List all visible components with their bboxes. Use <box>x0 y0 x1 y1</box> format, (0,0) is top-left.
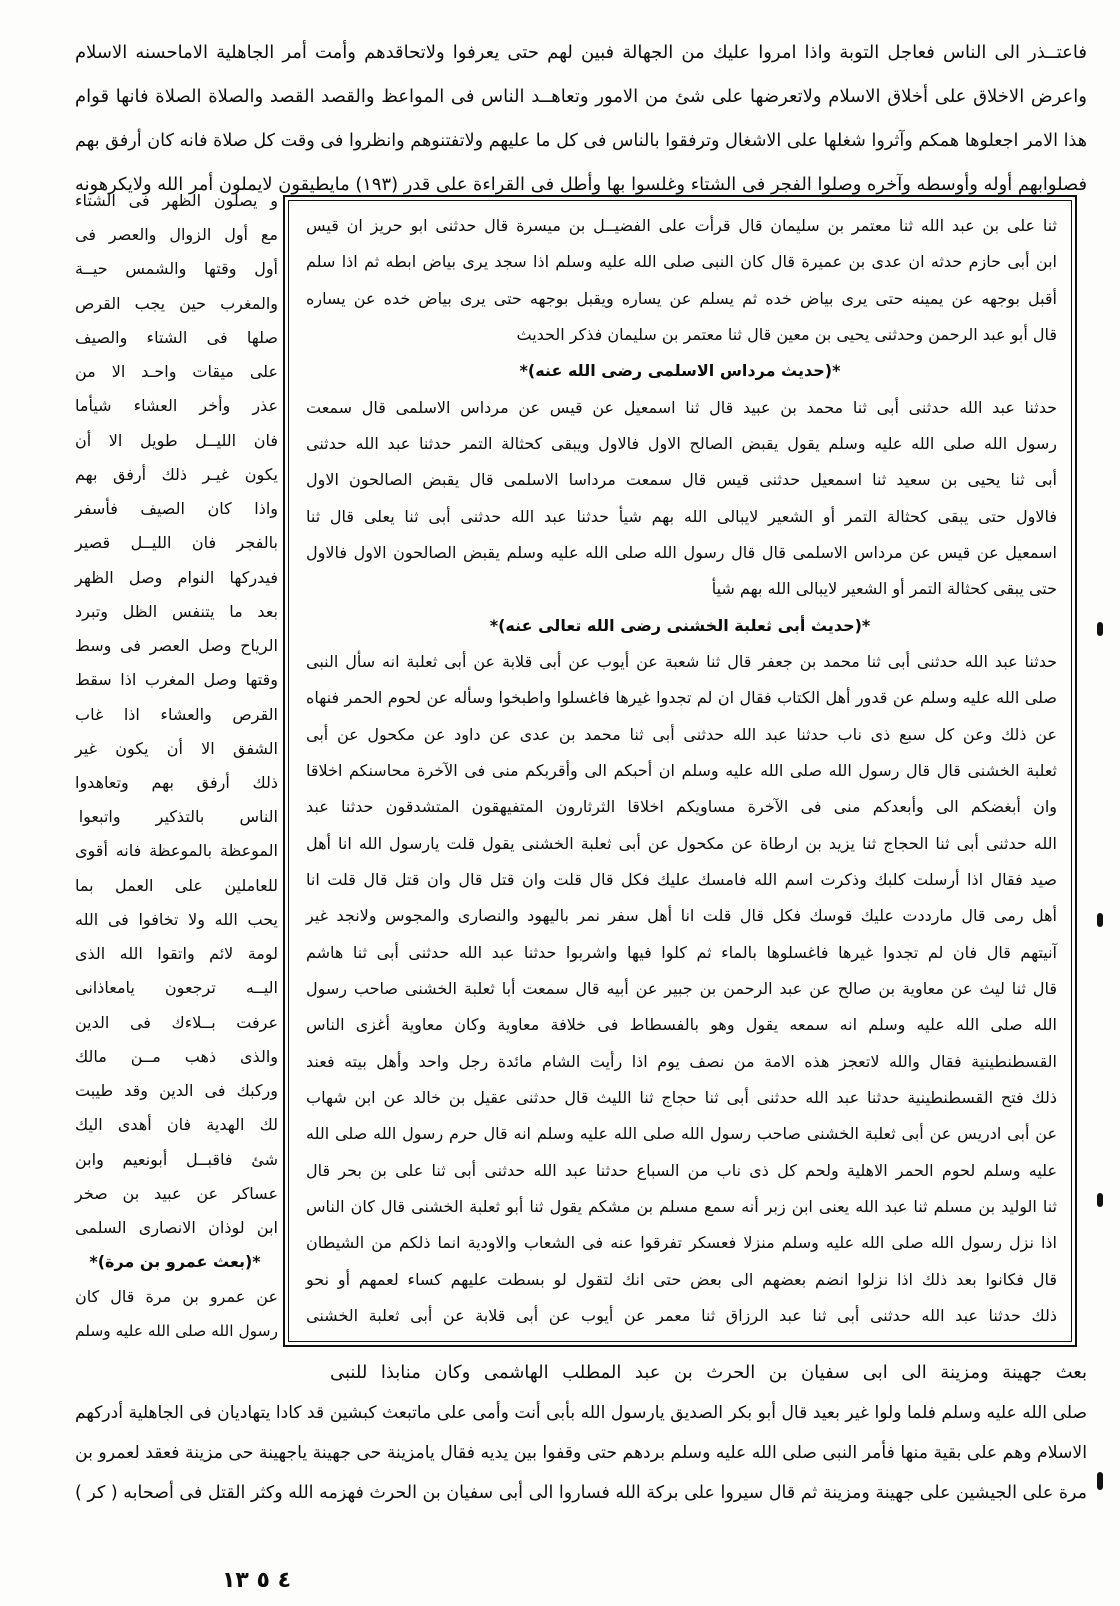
margin-line: واذا كان الصيف فأسفر <box>75 499 278 519</box>
main-line: قال فكانوا بعد ذلك اذا نزلوا انضم بعضهم الى بعض حتى انك لتقول لو بسطت عليهم كساء لعمهم أو نحو <box>306 1269 1057 1289</box>
margin-line: ابن لوذان الانصارى السلمى <box>75 1218 278 1238</box>
main-line: اذا نزل رسول الله صلى الله عليه وسلم منزلا فعسكر تفرقوا عنه فى الشعاب والاودية انما ذلكم من الشيطان <box>306 1233 1057 1253</box>
margin-line: مع أول الزوال والعصر فى <box>75 225 278 245</box>
margin-line: أول وقتها والشمس حيــة <box>75 259 278 279</box>
main-line: ثنا على بن عبد الله ثنا معتمر بن سليمان قال قرأت على الفضيــل بن ميسرة قال حدثنى ابو حريز ان قيس <box>306 216 1057 235</box>
main-text-frame <box>288 200 1072 1342</box>
main-line: عن أبى ادريس عن أبى ثعلبة الخشنى صاحب رسول الله صلى الله عليه وسلم انه قال حرم رسول الله صلى الله <box>306 1124 1057 1144</box>
margin-line: عرفت بــلاءك فى الدين <box>75 1012 278 1032</box>
main-line: قال أبو عبد الرحمن وحدثنى يحيى بن معين قال ثنا معتمر بن سليمان فذكر الحديث <box>516 324 1057 344</box>
main-line: أقبل بوجهه عن يمينه حتى يرى بياض خده ثم يسلم عن يساره ويقبل بوجهه حتى يرى بياض خده عن يساره <box>306 288 1057 308</box>
scan-mark <box>1097 1472 1103 1490</box>
bottom-line-4: مرة على الجيشين على جهينة ومزينة ثم قال سيروا على بركة الله فساروا الى أبى سفيان بن الحرث فهزمه الله وكثر القتل فى أصحابه ( كر ) <box>75 1483 1087 1503</box>
main-line: حتى يبقى كحثالة التمر أو الشعير لايبالى الله بهم شيأ <box>711 579 1057 599</box>
margin-line: عساكر عن عبيد بن صخر <box>75 1183 278 1203</box>
margin-line: بعد ما يتنفس الظل وتبرد <box>75 601 278 621</box>
scan-mark <box>1097 622 1103 636</box>
margin-line: يحب الله ولا تخافوا فى الله <box>75 909 278 929</box>
margin-line: عن عمرو بن مرة قال كان <box>75 1286 278 1306</box>
main-line: ثنا الوليد بن مسلم ثنا عبد الله يعنى ابن زبر أنه سمع مسلم بن مشكم يقول ثنا أبو ثعلبة الخشنى قال كان الناس <box>306 1196 1057 1216</box>
main-line: رسول الله صلى الله عليه وسلم يقول يقبض الصالح الاول فالاول ويبقى كحثالة التمر حدثنا عبد الله حدثنى <box>306 433 1057 453</box>
top-line-4: فصلوابهم أوله وأوسطه وآخره وصلوا الفجر فى الشتاء وغلسوا بها وأطل فى القراءة على قدر (١٩٣) مايطيقون لايملون أمر الله ولايكرهونه <box>75 174 1087 195</box>
margin-line: شئ فاقبــل أبونعيم وابن <box>75 1149 278 1169</box>
margin-line: الموعظة بالموعظة فانه أقوى <box>75 841 278 861</box>
margin-line: للعاملين على العمل بما <box>75 875 278 895</box>
main-line: عليه وسلم لحوم الحمر الاهلية ولحم كل ذى ناب من السباع حدثنا عبد الله حدثنى أبى ثنا على بن بحر قال <box>306 1160 1057 1180</box>
main-text-box <box>283 195 1077 1347</box>
top-line-2: واعرض الاخلاق على أخلاق الاسلام ولاتعرضها على شئ من الامور وتعاهــد الناس فى المواعظ والقصد القصد والصلاة الصلاة فانها قوام <box>75 86 1087 107</box>
top-text-block <box>72 38 1087 200</box>
scan-mark <box>1097 1193 1103 1207</box>
main-line: ابن أبى حازم حدثه ان عدى بن عميرة قال كان النبى صلى الله عليه وسلم اذا سجد يرى بياض ابطه ثم اذا سلم <box>306 252 1057 272</box>
main-line: فالاول حتى يبقى كحثالة التمر أو الشعير لايبالى الله بهم شيأ حدثنا عبد الله حدثنى أبى ثنا يعلى قال ثنا <box>306 506 1057 526</box>
margin-line: وركبك فى الدين وقد طيبت <box>75 1081 278 1101</box>
margin-line: و يصلون الظهر فى الشتاء <box>75 191 278 210</box>
margin-line: والمغرب حين يجب القرص <box>75 293 278 313</box>
main-line: آنيتهم قال فان لم تجدوا غيرها فاغسلوها بالماء ثم كلوا فيها واشربوا حدثنا عبد الله حدثنى أبى ثنا هاشم <box>306 942 1057 962</box>
main-line: ثعلبة الخشنى قال قال رسول الله صلى الله عليه وسلم ان أحبكم الى وأقربكم منى فى الآخرة محاسنكم اخلاقا <box>306 760 1057 780</box>
margin-line: الرياح وصل العصر فى وسط <box>75 636 278 656</box>
page-number: ٤ ٥ ١٣ <box>222 1568 292 1593</box>
main-line: صيد فقال اذا أرسلت كلبك وذكرت اسم الله فامسك عليك فكل قال قلت وان قتل قال وان قتل قال قلت انا <box>306 869 1057 889</box>
margin-line: وقتها وصل المغرب اذا سقط <box>75 670 278 690</box>
margin-line: لك الهدية فان أهدى اليك <box>75 1115 278 1135</box>
bottom-line-1: بعث جهينة ومزينة الى ابى سفيان بن الحرث بن عبد المطلب الهاشمى وكان منابذا للنبى <box>330 1362 1087 1383</box>
main-line: أبى ثنا يحيى بن سعيد ثنا اسمعيل حدثنى قيس قال سمعت مرداسا الاسلمى قال يقبض الصالحون الاول <box>306 470 1057 490</box>
scan-mark <box>1097 913 1103 927</box>
main-line: قال ثنا ليث عن معاوية بن صالح عن عبد الرحمن بن جبير عن أبيه قال سمعت أبا ثعلبة الخشنى صاحب رسول <box>306 978 1057 998</box>
main-line: حدثنا عبد الله حدثنى أبى ثنا محمد بن جعفر قال ثنا شعبة عن أيوب عن أبى قلابة عن أبى ثعلبة انه سأل النبى <box>306 651 1057 671</box>
main-line: ذلك فتح القسطنطينية حدثنا عبد الله حدثنى أبى ثنا حجاج ثنا الليث قال حدثنى عقيل بن خالد عن ابن شهاب <box>306 1087 1057 1107</box>
bottom-line-3: الاسلام وهم على بقية منها فأمر النبى صلى الله عليه وسلم بردهم حتى وقفوا بين يديه فقال يامزينة حى جهينة ياجهينة حى مزينة فعقد لعمرو بن <box>75 1443 1087 1463</box>
margin-line: لومة لائم واتقوا الله الذى <box>75 944 278 964</box>
main-line: اسمعيل عن قيس عن مرداس الاسلمى قال قال رسول الله صلى الله عليه وسلم يقبض الصالحون الاول فالاول <box>306 542 1057 562</box>
margin-line: صلها فى الشتاء والصيف <box>75 327 278 347</box>
main-line: حدثنا عبد الله حدثنى أبى ثنا محمد بن عبيد قال ثنا اسمعيل عن قيس عن مرداس الاسلمى قال سمعت <box>306 397 1057 417</box>
margin-line: الشفق الا أن يكون غير <box>75 738 278 758</box>
main-line: أهل رمى قال مارددت عليك قوسك فكل قال قلت انا أهل سفر نمر باليهود والنصارى والمجوس ولانجد غير <box>306 906 1057 926</box>
margin-line: فان الليــل طويل الا أن <box>75 430 278 450</box>
margin-section-heading: *(بعث عمرو بن مرة)* <box>89 1252 261 1272</box>
margin-line: بالفجر فان الليــل قصير <box>75 533 278 553</box>
section-heading-mirdas: *(حديث مرداس الاسلمى رضى الله عنه)* <box>519 361 841 381</box>
margin-line: يكون غيـر ذلك أرفق بهم <box>75 464 278 484</box>
main-line: القسطنطينية فقال والله لاتعجز هذه الامة من نصف يوم اذا رأيت الشام مائدة رجل واحد وأهل بيته فعند <box>306 1051 1057 1071</box>
top-line-1: فاعتــذر الى الناس فعاجل التوبة واذا امروا عليك من الجهالة فبين لهم حتى يعرفوا ولاتحاقدهم وأمت أمر الجاهلية الاماحسنه الاسلام <box>75 42 1087 63</box>
margin-line: فيدركها النوام وصل الظهر <box>75 567 278 587</box>
bottom-text-block <box>72 1358 1087 1508</box>
margin-column <box>72 186 278 1346</box>
main-line: عن ذلك وعن كل سبع ذى ناب حدثنا عبد الله حدثنى أبى ثنا محمد بن عدى عن داود عن مكحول عن أبى <box>306 724 1057 744</box>
margin-line: القرص والعشاء اذا غاب <box>75 704 278 724</box>
main-line: الله صلى الله عليه وسلم انه سمعه يقول وهو بالفسطاط فى خلافة معاوية وكان معاوية أغزى الناس <box>306 1015 1057 1035</box>
margin-line: رسول الله صلى الله عليه وسلم <box>75 1321 278 1340</box>
bottom-line-2: صلى الله عليه وسلم فلما ولوا غير بعيد قال أبو بكر الصديق يارسول الله بأبى أنت وأمى على ماتبعث كبشين قد كادا يتهاديان فى الجاهلية أدركهم <box>75 1403 1087 1423</box>
top-line-3: هذا الامر اجعلوها همكم وآثروا شغلها على الاشغال وترفقوا بالناس فى كل ما عليهم ولاتفتنوهم وانظروا فى وقت كل صلاة فانه كان أرفق بهم <box>75 131 1087 151</box>
main-line: صلى الله عليه وسلم عن قدور أهل الكتاب فقال ان لم تجدوا غيرها فاغسلوا واطبخوا وسأله عن لحوم الحمر فنهاه <box>306 688 1057 708</box>
main-line: الله حدثنى أبى ثنا الحجاج ثنا يزيد بن ارطاة عن مكحول عن أبى ثعلبة الخشنى يقول قلت يارسول الله انا أهل <box>306 833 1057 853</box>
margin-line: على ميقات واحـد الا من <box>75 362 278 382</box>
main-line: ذلك حدثنا عبد الله حدثنى أبى ثنا عبد الرزاق ثنا معمر عن أيوب عن أبى قلابة عن أبى ثعلبة الخشنى <box>306 1305 1057 1325</box>
section-heading-abu-thalaba: *(حديث أبى ثعلبة الخشنى رضى الله تعالى عنه)* <box>489 615 871 635</box>
main-line: وان أبغضكم الى وأبعدكم منى فى الآخرة مساويكم اخلاقا الثرثارون المتفيهقون المتشدقون حدثنا عبد <box>306 797 1057 817</box>
margin-line: والذى ذهب مــن مالك <box>75 1046 278 1066</box>
margin-line: ذلك أرفق بهم وتعاهدوا <box>75 772 278 792</box>
margin-line: عذر وأخر العشاء شيأما <box>75 396 278 416</box>
margin-line: اليــه ترجعون يامعاذانى <box>75 978 278 998</box>
margin-line: الناس بالتذكير واتبعوا <box>78 807 278 827</box>
